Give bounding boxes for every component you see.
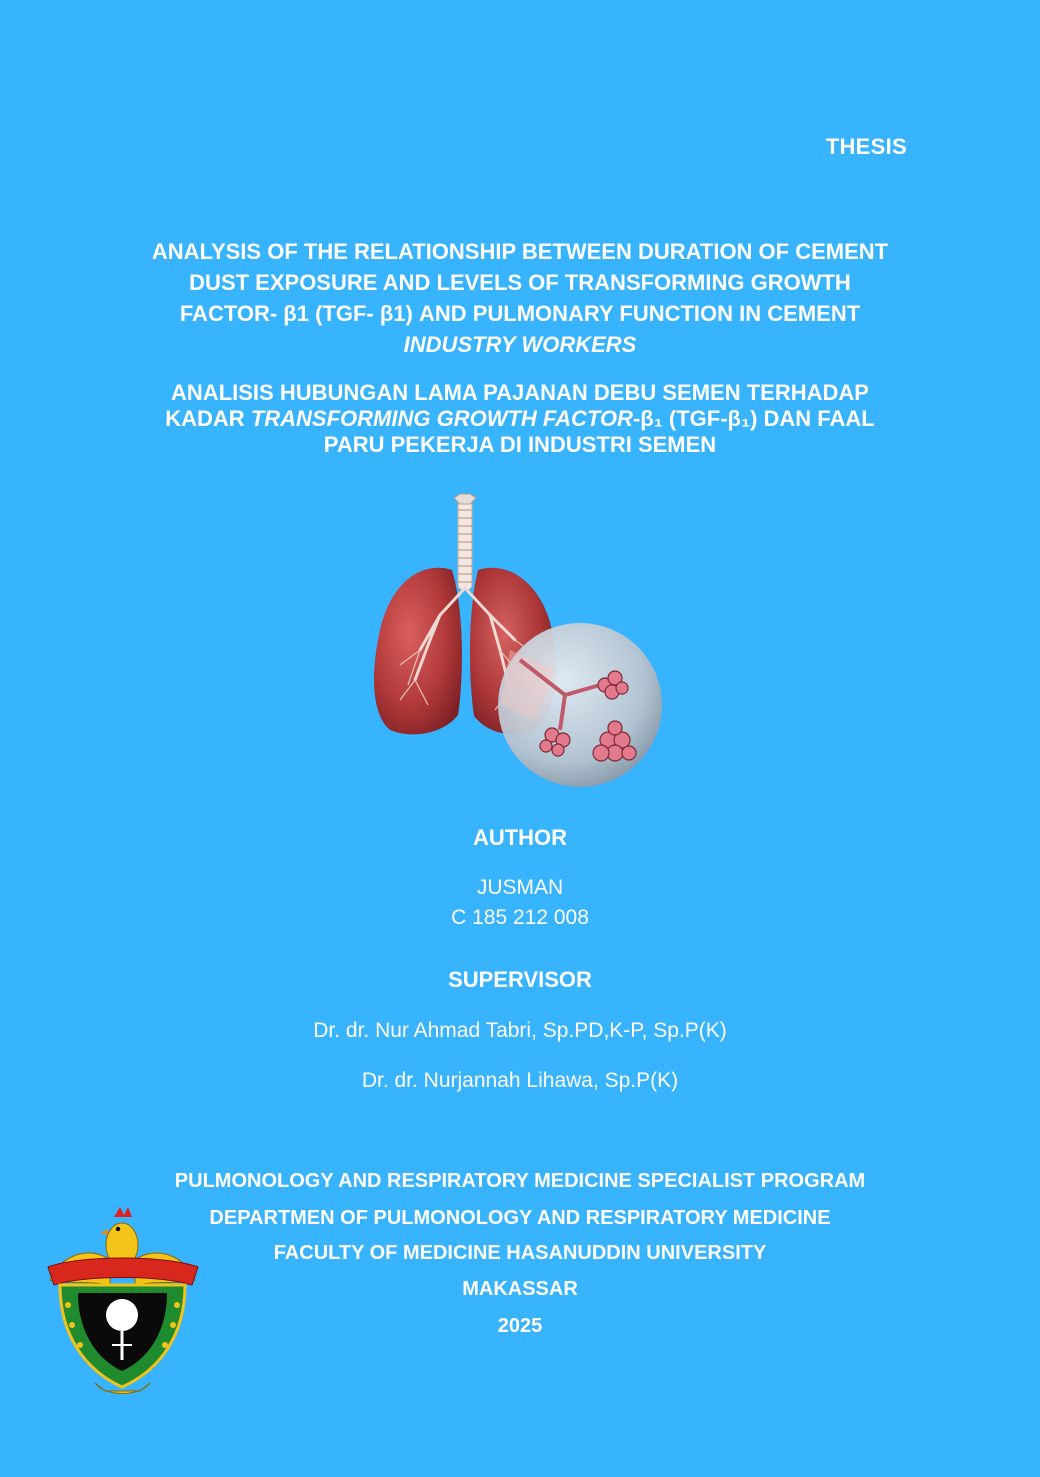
lungs-alveoli-icon: [360, 490, 670, 810]
english-title-line: FACTOR- β1 (TGF- β1) AND PULMONARY FUNCTION IN CEMENT: [179, 301, 861, 326]
department-name: DEPARTMEN OF PULMONOLOGY AND RESPIRATORY MEDICINE: [209, 1207, 831, 1229]
indonesian-title-line: PARU PEKERJA DI INDUSTRI SEMEN: [323, 432, 717, 457]
english-title-line: INDUSTRY WORKERS: [403, 332, 637, 357]
title-prefix: KADAR: [165, 406, 251, 431]
english-title: [100, 236, 940, 360]
indonesian-title: [100, 380, 940, 458]
year: 2025: [497, 1315, 543, 1337]
english-title-line: ANALYSIS OF THE RELATIONSHIP BETWEEN DURATION OF CEMENT: [151, 239, 889, 264]
title-suffix: -β₁ (TGF-β₁) DAN FAAL: [632, 406, 875, 431]
indonesian-title-line: ANALISIS HUBUNGAN LAMA PAJANAN DEBU SEMEN TERHADAP: [171, 380, 869, 405]
hasanuddin-university-emblem-icon: [40, 1205, 205, 1400]
indonesian-title-line: [100, 406, 940, 432]
supervisor-name: Dr. dr. Nur Ahmad Tabri, Sp.PD,K-P, Sp.P(K): [313, 1019, 727, 1042]
supervisor-heading: SUPERVISOR: [448, 967, 592, 992]
author-student-id: C 185 212 008: [451, 906, 589, 929]
author-name: JUSMAN: [476, 876, 564, 899]
english-title-line: DUST EXPOSURE AND LEVELS OF TRANSFORMING GROWTH: [189, 270, 851, 295]
title-italic-term: TRANSFORMING GROWTH FACTOR: [250, 406, 633, 431]
city-name: MAKASSAR: [462, 1278, 578, 1300]
supervisor-name: Dr. dr. Nurjannah Lihawa, Sp.P(K): [361, 1069, 679, 1092]
faculty-name: FACULTY OF MEDICINE HASANUDDIN UNIVERSITY: [273, 1242, 767, 1264]
document-type-label: THESIS: [825, 134, 907, 159]
author-heading: AUTHOR: [472, 825, 568, 850]
program-name: PULMONOLOGY AND RESPIRATORY MEDICINE SPECIALIST PROGRAM: [174, 1170, 866, 1192]
